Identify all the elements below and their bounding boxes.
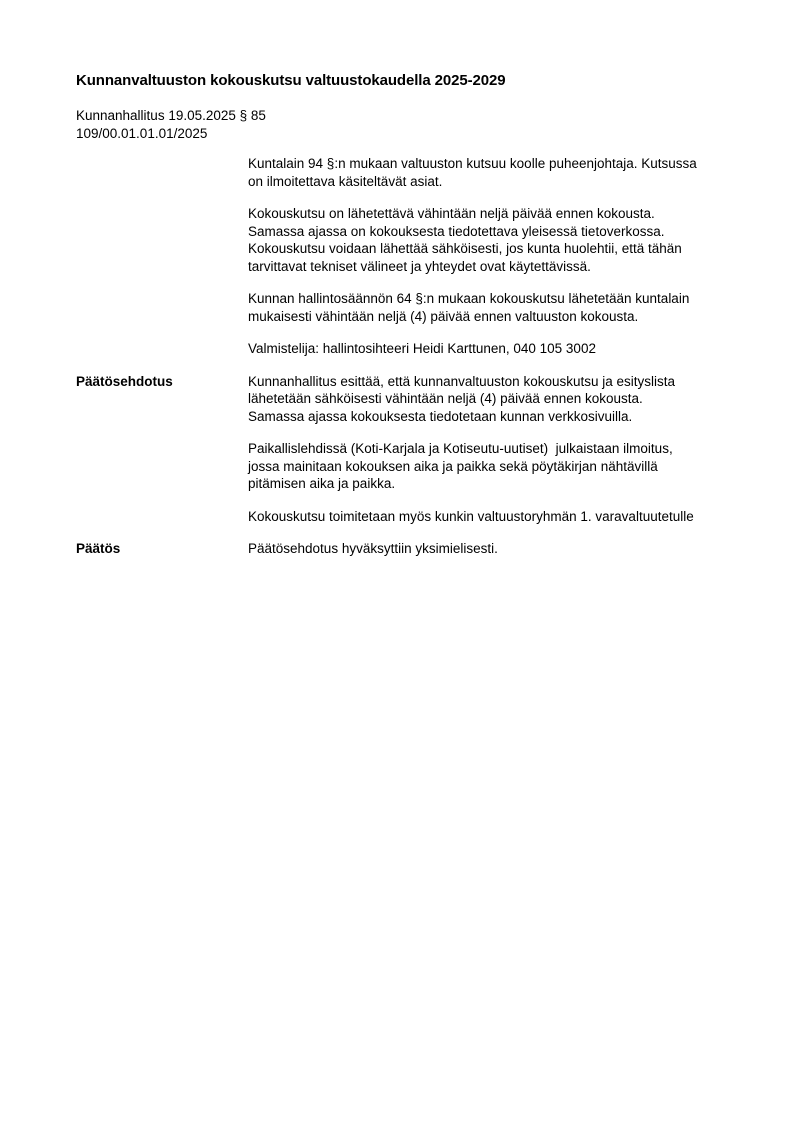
meta-block <box>76 107 754 142</box>
paragraph <box>248 373 754 426</box>
text-line: pitämisen aika ja paikka. <box>248 476 396 491</box>
meta-line-diary-number: 109/00.01.01.01/2025 <box>76 125 208 141</box>
text-line: Samassa ajassa kokouksesta tiedotetaan kunnan verkkosivuilla. <box>248 408 633 424</box>
paragraph <box>248 340 754 358</box>
section-intro <box>76 155 754 373</box>
section-label: Päätös <box>76 541 121 556</box>
paragraph <box>248 540 754 558</box>
text-line: Kokouskutsu on lähetettävä vähintään neljä päivää ennen kokousta. <box>248 206 655 221</box>
text-line: lähetetään sähköisesti vähintään neljä (4) päivää ennen kokousta. <box>248 391 643 406</box>
text-line: mukaisesti vähintään neljä (4) päivää ennen valtuuston kokousta. <box>248 308 639 324</box>
text-line: on ilmoitettava käsiteltävät asiat. <box>248 173 443 189</box>
paragraph <box>248 155 754 190</box>
section-body <box>248 540 754 573</box>
paragraph <box>248 290 754 325</box>
text-line: Valmistelija: hallintosihteeri Heidi Karttunen, 040 105 3002 <box>248 341 596 356</box>
paragraph <box>248 440 754 493</box>
paragraph <box>248 508 754 526</box>
text-line: jossa mainitaan kokouksen aika ja paikka sekä pöytäkirjan nähtävillä <box>248 458 658 474</box>
section-label: Päätösehdotus <box>76 373 173 389</box>
text-line: Kokouskutsu voidaan lähettää sähköisesti, jos kunta huolehtii, että tähän <box>248 241 682 256</box>
text-line: Päätösehdotus hyväksyttiin yksimielisesti. <box>248 541 498 556</box>
text-line: Kunnanhallitus esittää, että kunnanvaltuuston kokouskutsu ja esityslista <box>248 373 676 389</box>
section-body <box>248 373 754 541</box>
meta-line-board-date-paragraph: Kunnanhallitus 19.05.2025 § 85 <box>76 108 266 123</box>
sections-container <box>76 155 754 573</box>
text-line: Kunnan hallintosäännön 64 §:n mukaan kokouskutsu lähetetään kuntalain <box>248 291 690 306</box>
text-line: Kuntalain 94 §:n mukaan valtuuston kutsuu koolle puheenjohtaja. Kutsussa <box>248 156 697 171</box>
paragraph <box>248 205 754 275</box>
document-title: Kunnanvaltuuston kokouskutsu valtuustokaudella 2025-2029 <box>76 72 506 89</box>
section-paatosehdotus <box>76 373 754 541</box>
text-line: Paikallislehdissä (Koti-Karjala ja Kotiseutu-uutiset) julkaistaan ilmoitus, <box>248 441 673 456</box>
text-line: Kokouskutsu toimitetaan myös kunkin valtuustoryhmän 1. varavaltuutetulle <box>248 508 694 524</box>
text-line: tarvittavat tekniset välineet ja yhteydet ovat käytettävissä. <box>248 258 591 274</box>
text-line: Samassa ajassa on kokouksesta tiedotettava yleisessä tietoverkossa. <box>248 223 665 239</box>
section-paatos <box>76 540 754 573</box>
section-body <box>248 155 754 373</box>
